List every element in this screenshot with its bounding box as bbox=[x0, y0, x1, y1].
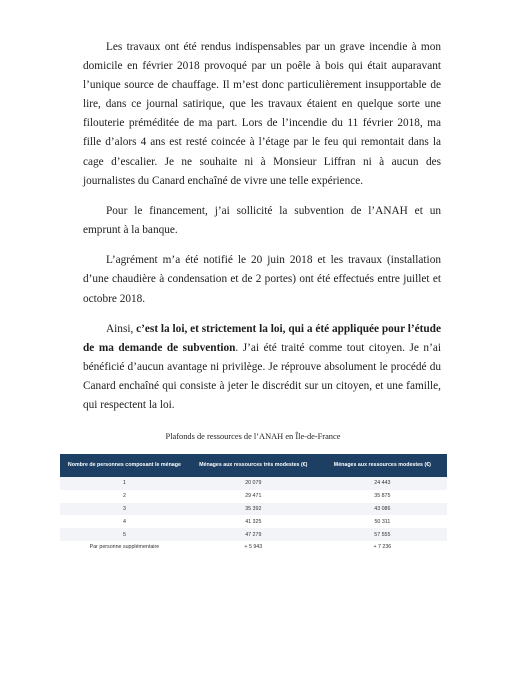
table-row bbox=[60, 515, 447, 528]
cell-very-modest: 29 471 bbox=[189, 490, 318, 503]
cell-modest: 35 875 bbox=[318, 490, 447, 503]
table-row bbox=[60, 477, 447, 490]
cell-household-size: 2 bbox=[60, 490, 189, 503]
cell-modest: 24 443 bbox=[318, 477, 447, 490]
cell-household-size: 1 bbox=[60, 477, 189, 490]
cell-household-size: 4 bbox=[60, 515, 189, 528]
cell-modest: 57 555 bbox=[318, 528, 447, 541]
header-household-size: Nombre de personnes composant le ménage bbox=[60, 454, 189, 477]
conclusion-emphasis: c’est la loi, et strictement la loi, qui a été appliquée pour l’étude de ma demande de subvention bbox=[83, 322, 441, 354]
cell-modest: 50 311 bbox=[318, 515, 447, 528]
cell-very-modest: 20 079 bbox=[189, 477, 318, 490]
cell-very-modest: 41 325 bbox=[189, 515, 318, 528]
paragraph-conclusion bbox=[83, 320, 441, 415]
table-row bbox=[60, 503, 447, 516]
cell-modest: + 7 236 bbox=[318, 541, 447, 554]
table-row bbox=[60, 541, 447, 554]
cell-modest: 43 086 bbox=[318, 503, 447, 516]
cell-very-modest: 35 392 bbox=[189, 503, 318, 516]
paragraph-approval: L’agrément m’a été notifié le 20 juin 2018 et les travaux (installation d’une chaudière à condensation et de 2 portes) ont été effectués entre juillet et octobre 2018. bbox=[83, 254, 441, 305]
table-title: Plafonds de ressources de l’ANAH en Île-de-France bbox=[165, 432, 341, 441]
header-modest: Ménages aux ressources modestes (€) bbox=[318, 454, 447, 477]
header-row bbox=[60, 454, 447, 477]
cell-household-size: 3 bbox=[60, 503, 189, 516]
cell-very-modest: 47 279 bbox=[189, 528, 318, 541]
cell-household-size: Par personne supplémentaire bbox=[60, 541, 189, 554]
header-very-modest: Ménages aux ressources très modestes (€) bbox=[189, 454, 318, 477]
letter-body bbox=[83, 38, 441, 426]
table-row bbox=[60, 528, 447, 541]
conclusion-intro: Ainsi, bbox=[106, 322, 137, 335]
conclusion-rest: . J’ai été traité comme tout citoyen. Je n’ai bénéficié d’aucun avantage ni privilège. Je réprouve absolument le procédé du Canard enchaîné qui consiste à jeter le discrédit sur un citoyen, et une famille, qui respectent la loi. bbox=[83, 341, 441, 412]
resource-ceilings-table bbox=[60, 454, 447, 554]
table-header bbox=[60, 454, 447, 477]
cell-very-modest: + 5 943 bbox=[189, 541, 318, 554]
cell-household-size: 5 bbox=[60, 528, 189, 541]
table-row bbox=[60, 490, 447, 503]
paragraph-financing: Pour le financement, j’ai sollicité la subvention de l’ANAH et un emprunt à la banque. bbox=[83, 204, 441, 237]
paragraph-fire: Les travaux ont été rendus indispensables par un grave incendie à mon domicile en février 2018 provoqué par un poêle à bois qui était auparavant l’unique source de chauffage. Il m’est donc particulièrement insupportable de lire, dans ce journal satirique, que les travaux étaient en quelque sorte une filouterie préméditée de ma part. Lors de l’incendie du 11 février 2018, ma fille d’alors 4 ans est resté coincée à l’étage par le feu qui remontait dans la cage d’escalier. Je ne souhaite ni à Monsieur Liffran ni à aucun des journalistes du Canard enchaîné de vivre une telle expérience. bbox=[83, 41, 441, 187]
